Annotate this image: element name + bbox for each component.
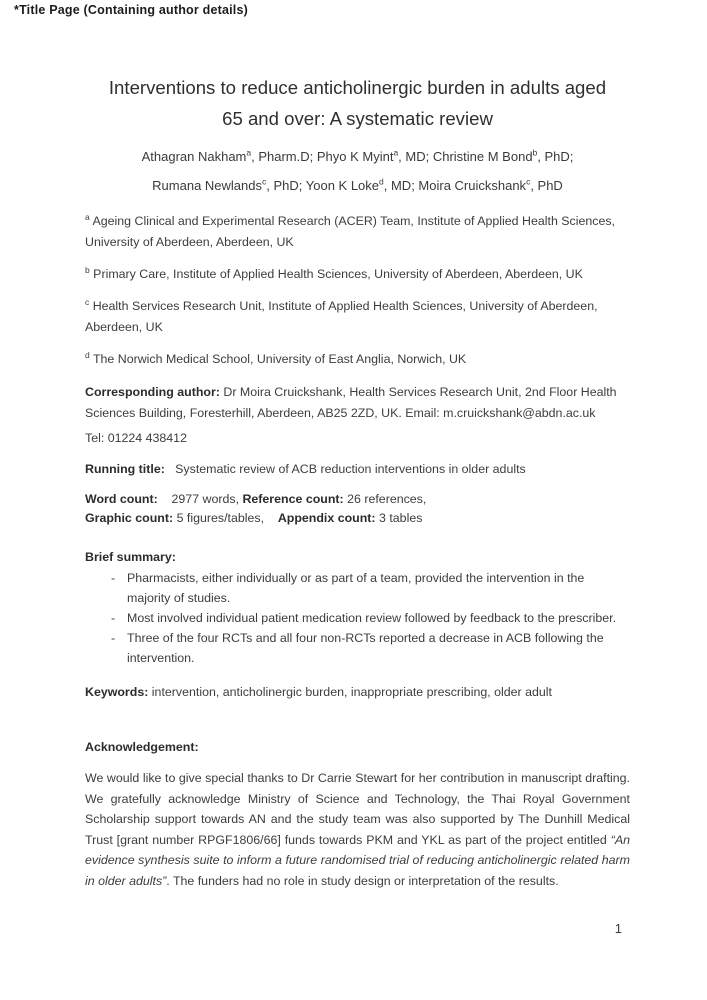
- graphic-count-line: Graphic count: 5 figures/tables, Appendix count: 3 tables: [85, 511, 423, 525]
- corresponding-author: Corresponding author: Dr Moira Cruickshank, Health Services Research Unit, 2nd Floor Health Sciences Building, Foresterhill, Aberdeen, AB25 2ZD, UK. Email: m.cruickshank@abdn.ac.uk: [85, 385, 617, 420]
- brief-summary-list: [85, 568, 630, 668]
- page-number: 1: [614, 921, 622, 936]
- bullet-dash: -: [111, 611, 116, 625]
- bullet-item: [85, 608, 630, 628]
- title-line-2: 65 and over: A systematic review: [222, 108, 493, 129]
- bullet-text: Most involved individual patient medication review followed by feedback to the prescriber.: [127, 611, 617, 625]
- bullet-dash: -: [111, 631, 116, 645]
- bullet-item: [85, 568, 630, 608]
- affiliation-d: $^d$ The Norwich Medical School, University of East Anglia, Norwich, UK: [85, 349, 467, 366]
- authors-block: [85, 142, 630, 200]
- running-title: Running title: Systematic review of ACB reduction interventions in older adults: [85, 462, 526, 476]
- author-line-1: Athagran Nakham$^a$, Pharm.D; Phyo K Myint$^a$, MD; Christine M Bond$^b$, PhD;: [141, 147, 574, 164]
- counts-block: [85, 490, 630, 528]
- affiliation-b: $^b$ Primary Care, Institute of Applied Health Sciences, University of Aberdeen, Aberdeen, UK: [85, 264, 583, 281]
- affiliation-c: $^c$ Health Services Research Unit, Institute of Applied Health Sciences, University of Aberdeen, Aberdeen, UK: [85, 296, 598, 334]
- telephone: Tel: 01224 438412: [85, 431, 187, 445]
- acknowledgement-paragraph: We would like to give special thanks to Dr Carrie Stewart for her contribution in manuscript drafting. We gratefully acknowledge Ministry of Science and Technology, the Thai Royal Government Scholarship support towards AN and the study team was also supported by The Dunhill Medical Trust [grant number RPGF1806/66] funds towards PKM and YKL as part of the project entitled “An evidence synthesis suite to inform a future randomised trial of reducing anticholinergic related harm in older adults”. The funders had no role in study design or interpretation of the results.: [85, 771, 630, 888]
- bullet-text: Three of the four RCTs and all four non-RCTs reported a decrease in ACB following the intervention.: [127, 631, 604, 665]
- paper-title: [85, 72, 630, 134]
- page-content: [85, 0, 630, 891]
- acknowledgement-heading: Acknowledgement:: [85, 740, 199, 754]
- word-count-line: Word count: 2977 words, Reference count: 26 references,: [85, 492, 427, 506]
- bullet-text: Pharmacists, either individually or as part of a team, provided the intervention in the majority of studies.: [127, 571, 585, 605]
- bullet-dash: -: [111, 571, 116, 585]
- affiliation-a: $^a$ Ageing Clinical and Experimental Research (ACER) Team, Institute of Applied Health Sciences, University of Aberdeen, Aberdeen, UK: [85, 211, 615, 249]
- brief-summary-heading: Brief summary:: [85, 550, 176, 564]
- bullet-item: [85, 628, 630, 668]
- author-line-2: Rumana Newlands$^c$, PhD; Yoon K Loke$^d$, MD; Moira Cruickshank$^c$, PhD: [152, 176, 563, 193]
- header-note: *Title Page (Containing author details): [14, 3, 248, 17]
- keywords-line: Keywords: intervention, anticholinergic burden, inappropriate prescribing, older adult: [85, 685, 552, 699]
- title-line-1: Interventions to reduce anticholinergic burden in adults aged: [108, 77, 607, 98]
